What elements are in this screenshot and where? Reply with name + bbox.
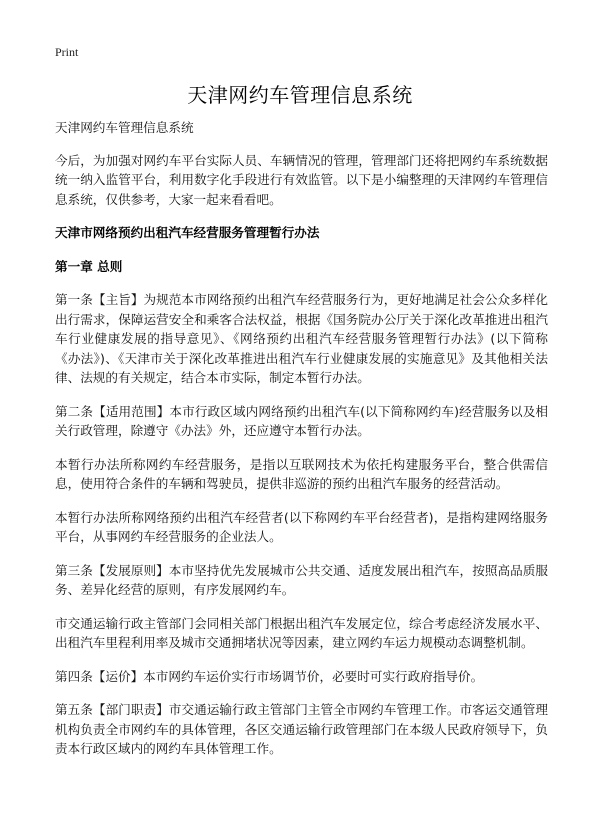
article-4-paragraph: 第四条【运价】本市网约车运价实行市场调节价，必要时可实行政府指导价。 bbox=[55, 668, 484, 684]
article-5-paragraph: 第五条【部门职责】市交通运输行政主管部门主管全市网约车管理工作。市客运交通管理机构负责全市网约车的具体管理，各区交通运输行政管理部门在本级人民政府领导下，负责本行政区域内的网约车具体管理工作。 bbox=[55, 702, 548, 756]
intro-paragraph: 今后，为加强对网约车平台实际人员、车辆情况的管理，管理部门还将把网约车系统数据统一纳入监管平台，利用数字化手段进行有效监管。以下是小编整理的天津网约车管理信息系统，仅供参考，大家一起来看看吧。 bbox=[55, 152, 548, 207]
document-body bbox=[55, 118, 548, 773]
document-subtitle: 天津网约车管理信息系统 bbox=[55, 120, 194, 135]
article-2-paragraph: 第二条【适用范围】本市行政区域内网络预约出租汽车(以下简称网约车)经营服务以及相关行政管理，除遵守《办法》外，还应遵守本暂行办法。 bbox=[55, 403, 548, 438]
chapter-title: 第一章 总则 bbox=[55, 258, 123, 274]
article-1-paragraph: 第一条【主旨】为规范本市网络预约出租汽车经营服务行为，更好地满足社会公众多样化出行需求，保障运营安全和乘客合法权益，根据《国务院办公厅关于深化改革推进出租汽车行业健康发展的指导意见》、《网络预约出租汽车经营服务管理暂行办法》(以下简称《办法》)、《天津市关于深化改革推进出租汽车行业健康发展的实施意见》及其他相关法律、法规的有关规定，结合本市实际，制定本暂行办法。 bbox=[55, 292, 548, 385]
page-title: 天津网约车管理信息系统 bbox=[187, 83, 413, 107]
print-link[interactable]: Print bbox=[55, 45, 79, 59]
law-title: 天津市网络预约出租汽车经营服务管理暂行办法 bbox=[55, 225, 320, 240]
article-3-capacity-paragraph: 市交通运输行政主管部门会同相关部门根据出租汽车发展定位，综合考虑经济发展水平、出租汽车里程利用率及城市交通拥堵状况等因素，建立网约车运力规模动态调整机制。 bbox=[55, 615, 548, 650]
article-2-definition-operator: 本暂行办法所称网络预约出租汽车经营者(以下称网约车平台经营者)，是指构建网络服务平台，从事网约车经营服务的企业法人。 bbox=[55, 509, 548, 544]
article-3-paragraph: 第三条【发展原则】本市坚持优先发展城市公共交通、适度发展出租汽车，按照高品质服务、差异化经营的原则，有序发展网约车。 bbox=[55, 562, 548, 597]
article-2-definition-service: 本暂行办法所称网约车经营服务，是指以互联网技术为依托构建服务平台，整合供需信息，使用符合条件的车辆和驾驶员，提供非巡游的预约出租汽车服务的经营活动。 bbox=[55, 456, 548, 491]
